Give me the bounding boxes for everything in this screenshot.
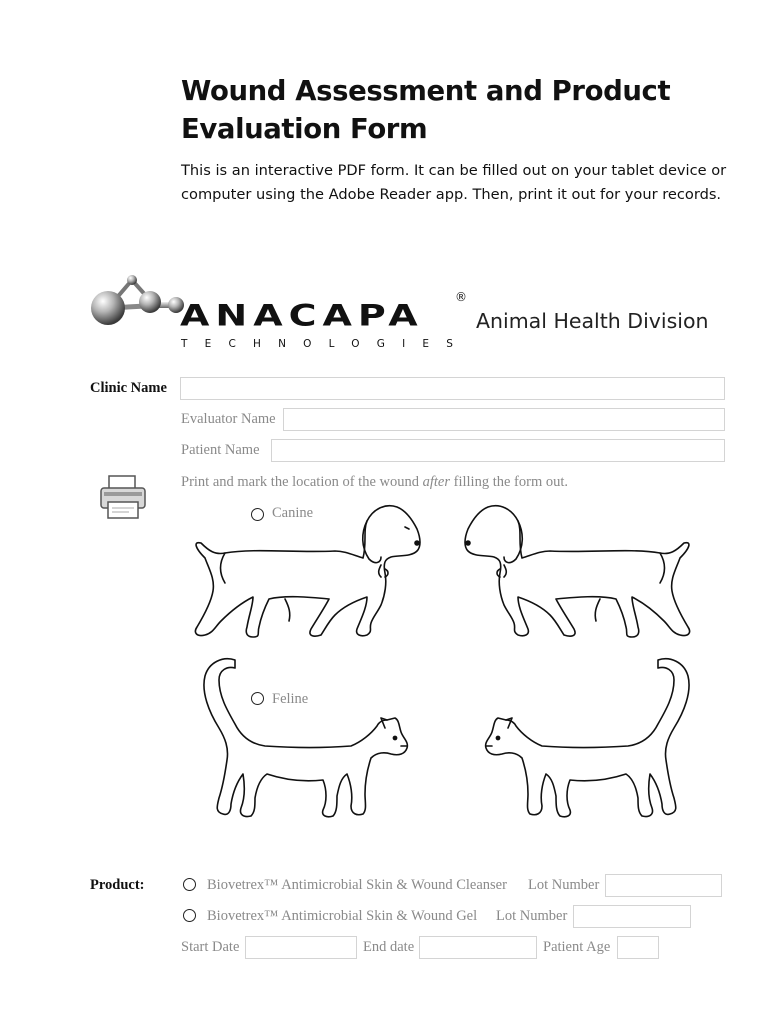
patient-age-field[interactable] bbox=[617, 936, 659, 959]
molecule-logo-icon bbox=[88, 272, 188, 332]
print-instruction-start: Print and mark the location of the wound bbox=[181, 474, 423, 490]
canine-label: Canine bbox=[272, 505, 314, 521]
dog-left-outline bbox=[460, 503, 700, 643]
print-instruction-end: filling the form out. bbox=[450, 474, 569, 490]
feline-label: Feline bbox=[272, 691, 309, 707]
evaluator-name-field[interactable] bbox=[283, 408, 725, 431]
anacapa-wordmark: ANACAPA bbox=[180, 298, 424, 333]
product-label: Product: bbox=[90, 877, 145, 893]
title-line-1: Wound Assessment and Product bbox=[181, 75, 671, 107]
intro-line-1: This is an interactive PDF form. It can be filled out on your tablet device or bbox=[181, 162, 727, 179]
page-title bbox=[181, 72, 741, 148]
end-date-field[interactable] bbox=[419, 936, 537, 959]
division-name: Animal Health Division bbox=[476, 309, 709, 333]
gel-radio[interactable] bbox=[183, 909, 196, 922]
start-date-label: Start Date bbox=[181, 939, 240, 955]
patient-name-label: Patient Name bbox=[181, 442, 260, 458]
print-instruction-emphasis: after bbox=[422, 474, 451, 490]
intro-line-2: computer using the Adobe Reader app. Then, print it out for your records. bbox=[181, 185, 722, 203]
print-instruction bbox=[181, 474, 568, 491]
cat-left-outline bbox=[478, 656, 698, 821]
registered-mark: ® bbox=[455, 290, 467, 304]
cleanser-option-label: Biovetrex™ Antimicrobial Skin & Wound Cleanser bbox=[207, 877, 507, 893]
patient-age-label: Patient Age bbox=[543, 939, 611, 955]
title-line-2: Evaluation Form bbox=[181, 113, 428, 145]
technologies-tagline: TECHNOLOGIES bbox=[181, 338, 471, 350]
gel-lot-field[interactable] bbox=[573, 905, 691, 928]
clinic-name-label: Clinic Name bbox=[90, 380, 167, 396]
intro-text bbox=[181, 159, 741, 206]
end-date-label: End date bbox=[363, 939, 415, 955]
clinic-name-field[interactable] bbox=[180, 377, 725, 400]
cleanser-lot-label: Lot Number bbox=[528, 877, 600, 893]
cleanser-radio[interactable] bbox=[183, 878, 196, 891]
cleanser-lot-field[interactable] bbox=[605, 874, 722, 897]
dog-right-outline bbox=[185, 503, 425, 643]
evaluator-name-label: Evaluator Name bbox=[181, 411, 276, 427]
printer-icon[interactable] bbox=[99, 475, 147, 519]
gel-option-label: Biovetrex™ Antimicrobial Skin & Wound Gel bbox=[207, 908, 478, 924]
start-date-field[interactable] bbox=[245, 936, 357, 959]
gel-lot-label: Lot Number bbox=[496, 908, 568, 924]
cat-right-outline bbox=[195, 656, 415, 821]
patient-name-field[interactable] bbox=[271, 439, 725, 462]
